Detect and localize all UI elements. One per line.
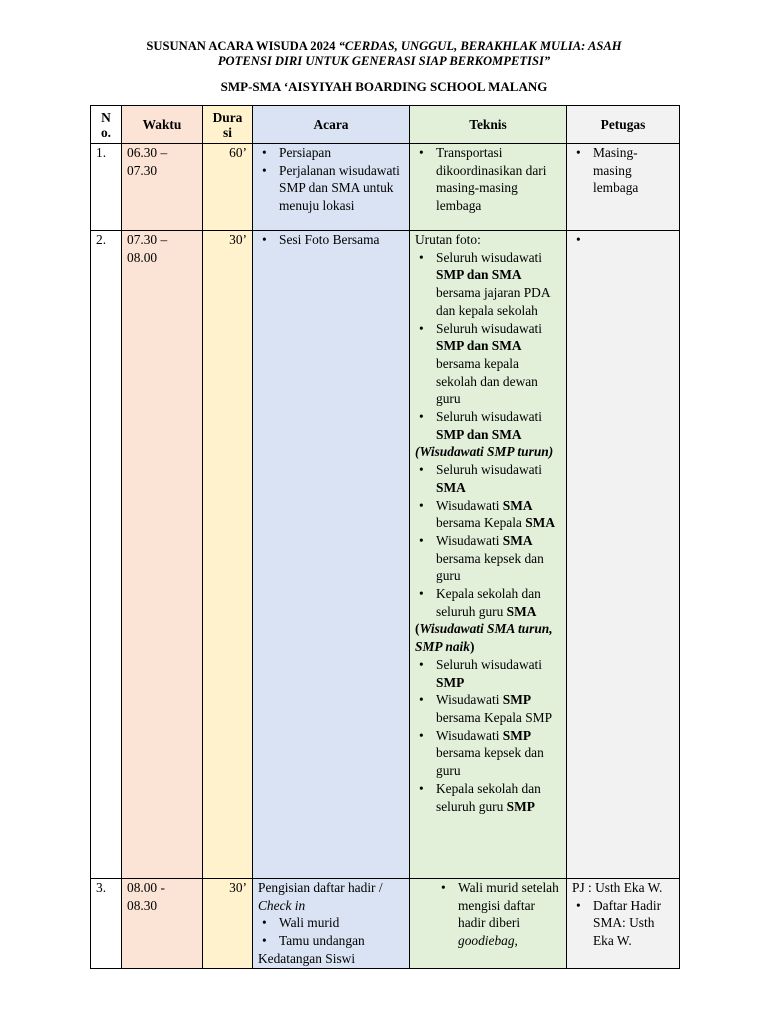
list-item: • Wisudawati SMA bersama kepsek dan guru — [415, 532, 561, 585]
row-duration: 30’ — [203, 231, 253, 879]
row-teknis — [410, 231, 567, 879]
list-item: • Wali murid — [258, 914, 404, 932]
row-teknis — [410, 879, 567, 969]
document-title: SUSUNAN ACARA WISUDA 2024 “CERDAS, UNGGUL, BERAKHLAK MULIA: ASAH POTENSI DIRI UNTUK GENERASI SIAP BERKOMPETISI” — [146, 39, 622, 68]
school-name: SMP-SMA ‘AISYIYAH BOARDING SCHOOL MALANG — [220, 79, 548, 94]
schedule-table — [90, 105, 680, 969]
header-acara: Acara — [253, 106, 410, 144]
header-durasi: Dura si — [203, 106, 253, 144]
header-petugas: Petugas — [567, 106, 680, 144]
list-item: • Masing-masing lembaga — [572, 144, 674, 197]
row-petugas — [567, 231, 680, 879]
row-petugas — [567, 144, 680, 231]
row-number: 3. — [91, 879, 122, 969]
note: (Wisudawati SMP turun) — [415, 444, 554, 460]
list-item: • Wali murid setelah mengisi daftar hadir diberi goodiebag, — [415, 879, 561, 950]
acara-intro: Pengisian daftar hadir / Check in — [258, 880, 383, 913]
list-item: • Seluruh wisudawati SMP dan SMA bersama kepala sekolah dan dewan guru — [415, 320, 561, 409]
row-acara — [253, 144, 410, 231]
list-item: • Kepala sekolah dan seluruh guru SMP — [415, 780, 561, 815]
list-item: • Wisudawati SMP bersama kepsek dan guru — [415, 727, 561, 780]
list-item: • Wisudawati SMA bersama Kepala SMA — [415, 497, 561, 532]
list-item: • Perjalanan wisudawati SMP dan SMA untuk menuju lokasi — [258, 162, 404, 215]
row-petugas — [567, 879, 680, 969]
row-number: 2. — [91, 231, 122, 879]
list-item: • Persiapan — [258, 144, 404, 162]
list-item: • Kepala sekolah dan seluruh guru SMA — [415, 585, 561, 620]
row-number: 1. — [91, 144, 122, 231]
list-item: • Tamu undangan — [258, 932, 404, 950]
note: (Wisudawati SMA turun, SMP naik) — [415, 621, 553, 655]
header-waktu: Waktu — [122, 106, 203, 144]
row-time: 08.00 - 08.30 — [122, 879, 203, 969]
list-item: • Sesi Foto Bersama — [258, 231, 404, 249]
header-teknis: Teknis — [410, 106, 567, 144]
acara-tail: Kedatangan Siswi — [258, 950, 356, 966]
table-header-row — [91, 106, 680, 144]
list-item: • Seluruh wisudawati SMA — [415, 461, 561, 496]
row-time: 07.30 – 08.00 — [122, 231, 203, 879]
list-item: • Wisudawati SMP bersama Kepala SMP — [415, 691, 561, 726]
row-duration: 60’ — [203, 144, 253, 231]
list-item: • Seluruh wisudawati SMP dan SMA bersama jajaran PDA dan kepala sekolah — [415, 249, 561, 320]
table-row — [91, 144, 680, 231]
petugas-pj: PJ : Usth Eka W. — [572, 880, 663, 895]
list-item: • Seluruh wisudawati SMP dan SMA — [415, 408, 561, 443]
list-item: • Transportasi dikoordinasikan dari masing-masing lembaga — [415, 144, 561, 215]
row-acara — [253, 879, 410, 969]
table-row — [91, 231, 680, 879]
row-acara — [253, 231, 410, 879]
list-item: • Daftar Hadir SMA: Usth Eka W. — [572, 897, 674, 950]
photo-order-intro: Urutan foto: — [415, 232, 481, 247]
table-row — [91, 879, 680, 969]
row-time: 06.30 – 07.30 — [122, 144, 203, 231]
row-teknis — [410, 144, 567, 231]
list-item: • Seluruh wisudawati SMP — [415, 656, 561, 691]
row-duration: 30’ — [203, 879, 253, 969]
header-no: N o. — [91, 106, 122, 144]
